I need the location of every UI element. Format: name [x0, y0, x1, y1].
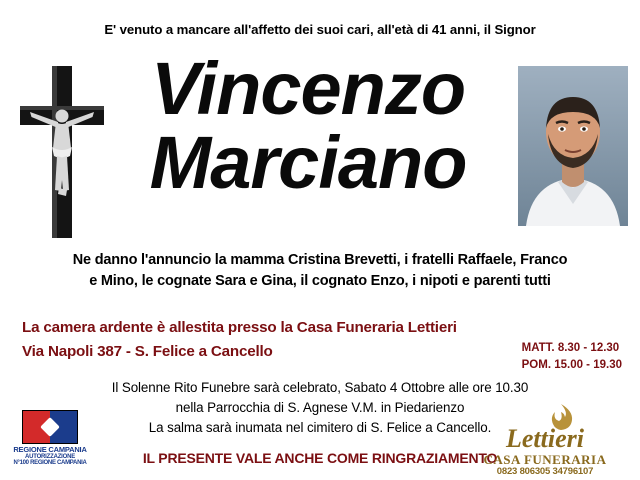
- funeral-home-phones: 0823 806305 34796107: [496, 466, 594, 477]
- funeral-home-subtitle: CASA FUNERARIA: [483, 452, 607, 467]
- campania-region-flag-icon: [22, 410, 78, 444]
- region-logo-line-3: N°100 REGIONE CAMPANIA: [13, 460, 87, 466]
- family-announcement: [0, 250, 640, 292]
- wake-location: [22, 316, 492, 363]
- region-authorization-logo: [4, 410, 96, 476]
- intro-line: E' venuto a mancare all'affetto dei suoi cari, all'età di 41 anni, il Signor: [104, 22, 536, 37]
- wake-hours-morning: MATT. 8.30 - 12.30: [521, 342, 620, 354]
- region-logo-line-1: REGIONE CAMPANIA: [13, 445, 87, 454]
- wake-location-line-2: Via Napoli 387 - S. Felice a Cancello: [22, 342, 273, 360]
- wake-hours: [522, 340, 622, 375]
- funeral-rite-line-1: Il Solenne Rito Funebre sarà celebrato, Sabato 4 Ottobre alle ore 10.30: [111, 380, 529, 395]
- deceased-first-name: Vincenzo: [150, 47, 466, 130]
- funeral-home-name: Lettieri: [506, 424, 584, 453]
- deceased-last-name: Marciano: [149, 121, 467, 205]
- wake-hours-afternoon: POM. 15.00 - 19.30: [521, 359, 622, 372]
- wake-location-line-1: La camera ardente è allestita presso la Casa Funeraria Lettieri: [22, 319, 457, 336]
- region-logo-line-2: AUTORIZZAZIONE: [24, 454, 76, 460]
- deceased-photo: [518, 66, 628, 226]
- funeral-home-logo: [458, 408, 634, 478]
- family-announcement-line-2: e Mino, le cognate Sara e Gina, il cognato Enzo, i nipoti e parenti tutti: [89, 273, 551, 290]
- closing-statement: IL PRESENTE VALE ANCHE COME RINGRAZIAMENTO: [142, 450, 498, 466]
- funeral-rite-line-2: nella Parrocchia di S. Agnese V.M. in Piedarienzo: [175, 400, 465, 416]
- funeral-rite-line-3: La salma sarà inumata nel cimitero di S. Felice a Cancello.: [148, 420, 492, 436]
- deceased-name: [108, 47, 508, 205]
- crucifix-icon: [14, 62, 110, 242]
- family-announcement-line-1: Ne danno l'annuncio la mamma Cristina Brevetti, i fratelli Raffaele, Franco: [72, 252, 568, 268]
